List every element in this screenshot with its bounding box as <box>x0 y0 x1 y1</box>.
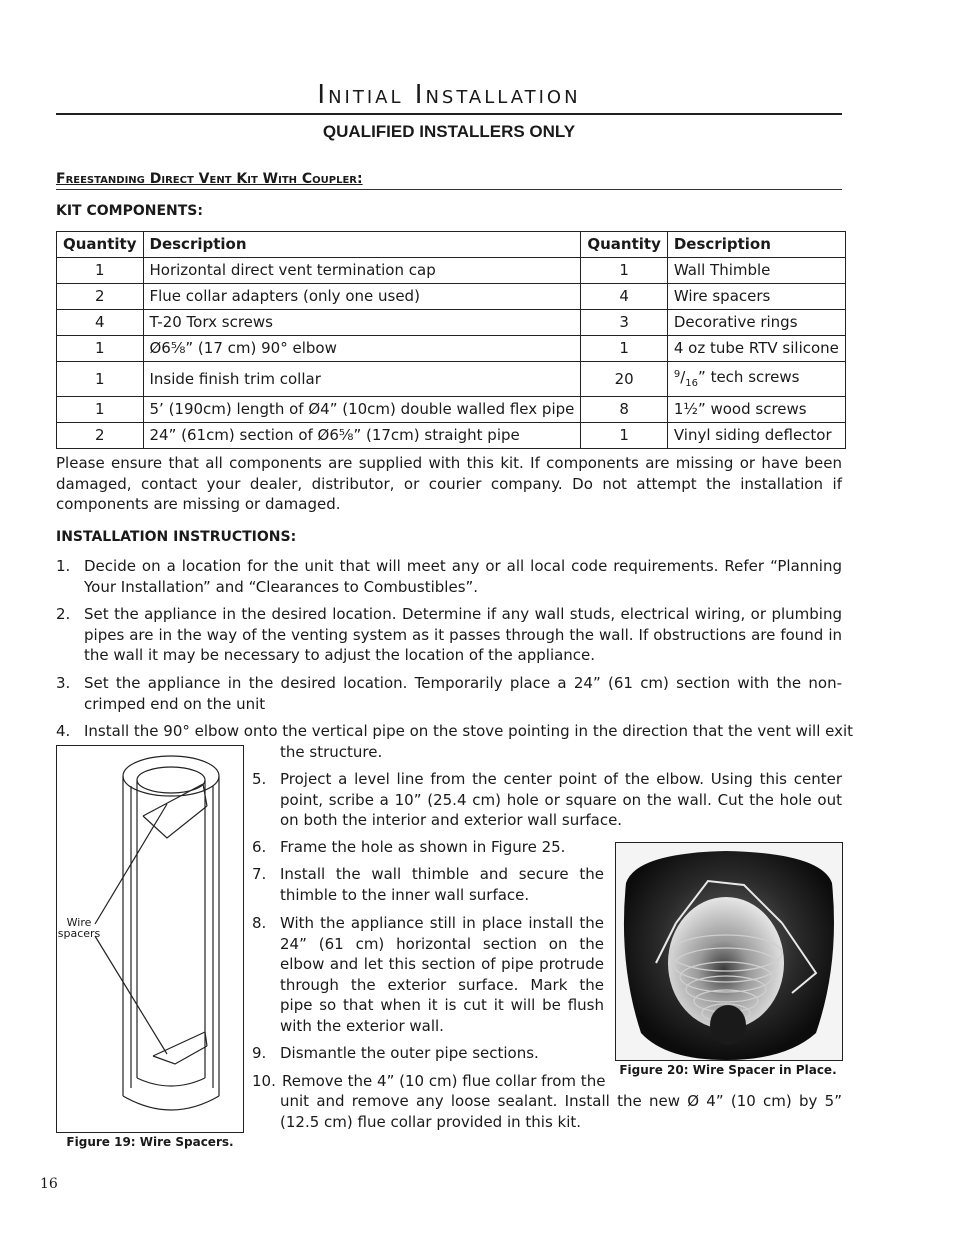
step-number: 8. <box>252 914 267 932</box>
figure-19-caption: Figure 19: Wire Spacers. <box>66 1135 234 1149</box>
step-number: 9. <box>252 1044 267 1062</box>
step-text: Install the wall thimble and secure the thimble to the inner wall surface. <box>280 865 604 904</box>
quantity-cell: 1 <box>581 258 668 284</box>
step-number: 6. <box>252 838 267 856</box>
quantity-cell: 3 <box>581 310 668 336</box>
wire-spacer-photo <box>616 843 842 1060</box>
description-cell: Flue collar adapters (only one used) <box>143 284 581 310</box>
quantity-cell: 1 <box>581 336 668 362</box>
step-text: Dismantle the outer pipe sections. <box>280 1044 539 1062</box>
description-cell: 1½” wood screws <box>667 397 845 423</box>
quantity-cell: 2 <box>57 284 144 310</box>
table-header-cell: Description <box>143 232 581 258</box>
step-text: With the appliance still in place install the 24” (61 cm) horizontal section on the elbow and let this section of pipe protrude through the exterior surface. Mark the pipe so that when it is cut it will be flush with the exterior wall. <box>280 914 604 1035</box>
title-rule <box>56 113 842 115</box>
table-header-row <box>57 232 846 258</box>
quantity-cell: 1 <box>57 258 144 284</box>
step-number: 10. <box>252 1072 276 1090</box>
step-number: 1. <box>56 557 71 575</box>
table-header-cell: Description <box>667 232 845 258</box>
kit-components-heading: KIT COMPONENTS: <box>56 203 203 219</box>
step-number: 5. <box>252 770 267 788</box>
step-text-continued: unit and remove any loose sealant. Install the new Ø 4” (10 cm) by 5” (12.5 cm) flue collar provided in this kit. <box>280 1092 842 1131</box>
figure-19-wire-spacers <box>56 745 244 1133</box>
step-text: Project a level line from the center point of the elbow. Using this center point, scribe a 10” (25.4 cm) hole or square on the wall. Cut the hole out on both the interior and exterior wall surface. <box>280 770 842 829</box>
page-number: 16 <box>40 1176 58 1192</box>
step-number: 3. <box>56 674 71 692</box>
step-text: Remove the 4” (10 cm) flue collar from the <box>282 1072 606 1090</box>
table-row <box>57 258 846 284</box>
components-notice: Please ensure that all components are supplied with this kit. If components are missing or have been damaged, contact your dealer, distributor, or courier company. Do not attempt the installation if components are missing or damaged. <box>56 454 842 513</box>
instruction-step <box>56 721 854 742</box>
description-cell: Ø6⅝” (17 cm) 90° elbow <box>143 336 581 362</box>
wire-spacers-label-line2: spacers <box>57 927 101 940</box>
fraction-numerator: 9 <box>673 369 681 380</box>
instruction-step <box>56 604 842 666</box>
quantity-cell: 1 <box>57 362 144 397</box>
quantity-cell: 4 <box>57 310 144 336</box>
quantity-cell: 1 <box>581 423 668 449</box>
description-cell: 24” (61cm) section of Ø6⅝” (17cm) straight pipe <box>143 423 581 449</box>
quantity-cell: 8 <box>581 397 668 423</box>
instruction-step <box>252 864 604 905</box>
description-cell: 4 oz tube RTV silicone <box>667 336 845 362</box>
step-number: 4. <box>56 722 71 740</box>
step-text: Set the appliance in the desired location. Determine if any wall studs, electrical wiring, or plumbing pipes are in the way of the venting system as it passes through the wall. If obstructions are found in the wall it may be necessary to adjust the location of the appliance. <box>84 605 842 664</box>
tech-screws-label: ” tech screws <box>698 368 800 386</box>
instructions-heading: INSTALLATION INSTRUCTIONS: <box>56 529 297 545</box>
step-text: Set the appliance in the desired location. Temporarily place a 24” (61 cm) section with the non-crimped end on the unit <box>84 674 842 713</box>
table-row <box>57 336 846 362</box>
wire-spacers-label <box>57 917 101 939</box>
description-cell: Wire spacers <box>667 284 845 310</box>
table-header-cell: Quantity <box>581 232 668 258</box>
description-cell: Horizontal direct vent termination cap <box>143 258 581 284</box>
description-cell: Vinyl siding deflector <box>667 423 845 449</box>
step-number: 7. <box>252 865 267 883</box>
kit-components-table <box>56 231 846 449</box>
step-text-continued: the structure. <box>280 743 383 761</box>
step-text: Frame the hole as shown in Figure 25. <box>280 838 566 856</box>
instruction-step <box>252 1043 604 1064</box>
table-header-cell: Quantity <box>57 232 144 258</box>
quantity-cell: 1 <box>57 336 144 362</box>
instruction-step <box>56 556 842 597</box>
table-row <box>57 397 846 423</box>
quantity-cell: 2 <box>57 423 144 449</box>
description-cell: Inside finish trim collar <box>143 362 581 397</box>
page-title: Initial Installation <box>317 80 581 110</box>
instruction-step <box>252 913 604 1036</box>
table-row <box>57 362 846 397</box>
instruction-step <box>56 673 842 714</box>
fraction-denominator: 16 <box>685 378 699 389</box>
instruction-step <box>252 1071 612 1092</box>
description-cell-tech-screws: $^9/_{16}$” tech screws <box>667 362 845 397</box>
description-cell: Wall Thimble <box>667 258 845 284</box>
table-row <box>57 284 846 310</box>
quantity-cell: 4 <box>581 284 668 310</box>
wire-spacers-label-line1: Wire <box>66 916 92 929</box>
description-cell: Decorative rings <box>667 310 845 336</box>
step-number: 2. <box>56 605 71 623</box>
page-subtitle: QUALIFIED INSTALLERS ONLY <box>322 122 576 141</box>
figure-20-wire-spacer-photo <box>615 842 843 1061</box>
table-row <box>57 310 846 336</box>
quantity-cell: 20 <box>581 362 668 397</box>
step-text: Install the 90° elbow onto the vertical pipe on the stove pointing in the direction that the vent will exit <box>84 722 854 740</box>
instruction-step <box>252 837 604 858</box>
quantity-cell: 1 <box>57 397 144 423</box>
description-cell: 5’ (190cm) length of Ø4” (10cm) double walled flex pipe <box>143 397 581 423</box>
instruction-step <box>252 769 842 831</box>
section-rule <box>56 189 842 190</box>
section-heading: Freestanding Direct Vent Kit With Coupler: <box>56 171 363 187</box>
figure-20-caption: Figure 20: Wire Spacer in Place. <box>619 1063 837 1077</box>
table-row <box>57 423 846 449</box>
step-text: Decide on a location for the unit that will meet any or all local code requirements. Refer “Planning Your Installation” and “Clearances to Combustibles”. <box>84 557 842 596</box>
description-cell: T-20 Torx screws <box>143 310 581 336</box>
